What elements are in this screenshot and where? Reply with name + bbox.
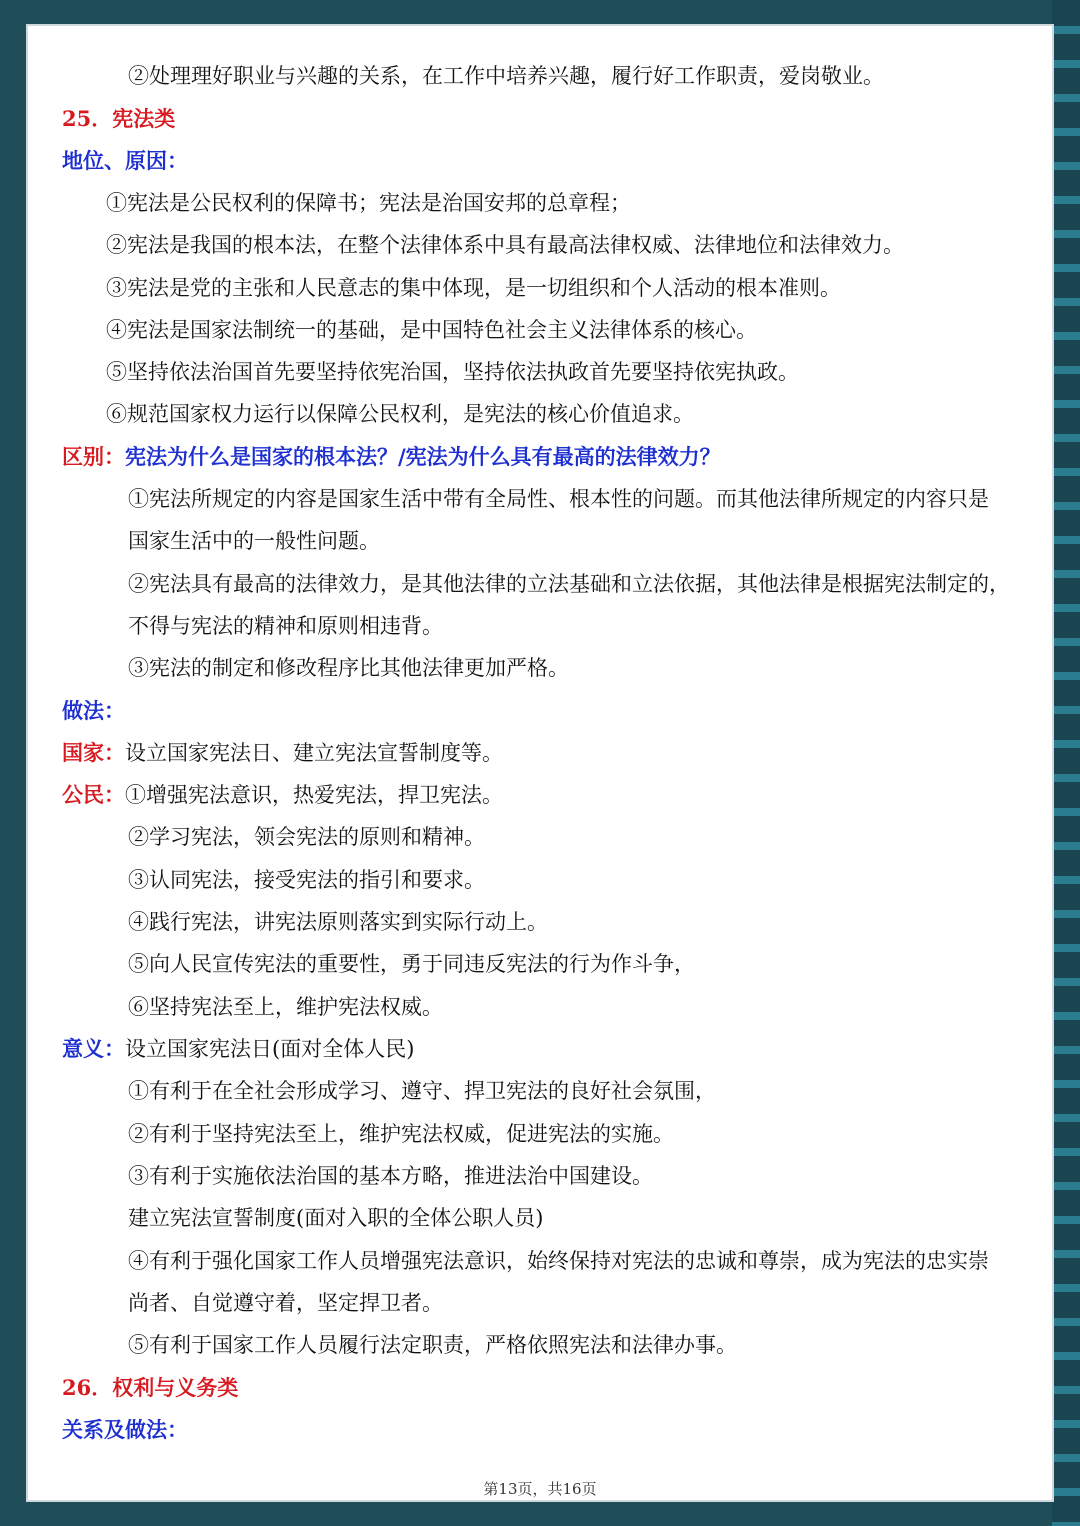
text-line (128, 612, 443, 640)
line-text: 国家生活中的一般性问题。 (128, 529, 380, 553)
subheading (62, 147, 188, 175)
text-line (128, 527, 380, 555)
line-text: 设立国家宪法日、建立宪法宣誓制度等。 (125, 741, 503, 765)
line-text: ②有利于坚持宪法至上，维护宪法权威，促进宪法的实施。 (128, 1122, 674, 1146)
line-text: ①宪法所规定的内容是国家生活中带有全局性、根本性的问题。而其他法律所规定的内容只是 (128, 487, 989, 511)
line-text: 建立宪法宣誓制度(面对入职的全体公职人员) (128, 1206, 544, 1230)
line-text: ②学习宪法，领会宪法的原则和精神。 (128, 825, 485, 849)
text-line (128, 1120, 674, 1148)
text-line (128, 1162, 653, 1190)
section-title: 26．权利与义务类 (62, 1375, 239, 1400)
line-text: ③认同宪法，接受宪法的指引和要求。 (128, 868, 485, 892)
subheading (62, 443, 721, 471)
frame-left (0, 0, 28, 1526)
subheading-label: 做法： (62, 698, 125, 723)
text-line (128, 654, 569, 682)
text-line (128, 866, 485, 894)
line-text: ④践行宪法，讲宪法原则落实到实际行动上。 (128, 910, 548, 934)
line-text: ⑤坚持依法治国首先要坚持依宪治国，坚持依法执政首先要坚持依宪执政。 (106, 360, 799, 384)
text-line (128, 1204, 543, 1232)
labeled-line (62, 781, 503, 809)
frame-right (1052, 0, 1080, 1526)
page-footer: 第13页，共16页 (483, 1480, 597, 1498)
line-text: ⑥坚持宪法至上，维护宪法权威。 (128, 995, 443, 1019)
subheading (62, 697, 125, 725)
text-line (128, 1331, 737, 1359)
line-text: ①增强宪法意识，热爱宪法，捍卫宪法。 (125, 783, 503, 807)
subheading-label: 关系及做法： (62, 1417, 188, 1442)
line-text: ③有利于实施依法治国的基本方略，推进法治中国建设。 (128, 1164, 653, 1188)
text-line (106, 189, 631, 217)
text-line (128, 1077, 716, 1105)
line-text: 设立国家宪法日(面对全体人民) (125, 1037, 415, 1061)
section-heading (62, 1374, 238, 1402)
line-text: ③宪法是党的主张和人民意志的集中体现，是一切组织和个人活动的根本准则。 (106, 276, 841, 300)
text-line (106, 274, 841, 302)
text-line (128, 570, 1010, 598)
frame-top (0, 0, 1080, 24)
text-line (128, 1289, 443, 1317)
line-text: ⑤有利于国家工作人员履行法定职责，严格依照宪法和法律办事。 (128, 1333, 737, 1357)
line-text: 不得与宪法的精神和原则相违背。 (128, 614, 443, 638)
subheading-question: 宪法为什么是国家的根本法？/宪法为什么具有最高的法律效力？ (125, 444, 721, 469)
text-line (128, 62, 884, 90)
text-line (106, 316, 757, 344)
subheading-label: 地位、原因： (62, 148, 188, 173)
line-text: ①有利于在全社会形成学习、遵守、捍卫宪法的良好社会氛围， (128, 1079, 716, 1103)
text-line (106, 400, 694, 428)
line-text: ②处理理好职业与兴趣的关系，在工作中培养兴趣，履行好工作职责，爱岗敬业。 (128, 64, 884, 88)
labeled-line (62, 1035, 414, 1063)
line-text: ③宪法的制定和修改程序比其他法律更加严格。 (128, 656, 569, 680)
line-text: ④有利于强化国家工作人员增强宪法意识，始终保持对宪法的忠诚和尊崇，成为宪法的忠实崇 (128, 1249, 989, 1273)
line-label: 国家： (62, 740, 125, 765)
line-label: 意义： (62, 1036, 125, 1061)
text-line (128, 485, 989, 513)
text-line (106, 231, 904, 259)
text-line (128, 993, 443, 1021)
text-line (128, 1247, 989, 1275)
section-heading (62, 105, 175, 133)
line-text: 尚者、自觉遵守着，坚定捍卫者。 (128, 1291, 443, 1315)
line-text: ②宪法具有最高的法律效力，是其他法律的立法基础和立法依据，其他法律是根据宪法制定的， (128, 572, 1010, 596)
line-text: ⑤向人民宣传宪法的重要性，勇于同违反宪法的行为作斗争， (128, 952, 695, 976)
line-text: ④宪法是国家法制统一的基础，是中国特色社会主义法律体系的核心。 (106, 318, 757, 342)
line-text: ⑥规范国家权力运行以保障公民权利，是宪法的核心价值追求。 (106, 402, 694, 426)
text-line (128, 823, 485, 851)
document-page (28, 26, 1052, 1500)
line-text: ①宪法是公民权利的保障书；宪法是治国安邦的总章程； (106, 191, 631, 215)
section-title: 25．宪法类 (62, 106, 176, 131)
subheading-label: 区别： (62, 444, 125, 469)
text-line (128, 950, 695, 978)
line-label: 公民： (62, 782, 125, 807)
subheading (62, 1416, 188, 1444)
frame-bottom (0, 1502, 1080, 1526)
text-line (106, 358, 799, 386)
labeled-line (62, 739, 503, 767)
text-line (128, 908, 548, 936)
line-text: ②宪法是我国的根本法，在整个法律体系中具有最高法律权威、法律地位和法律效力。 (106, 233, 904, 257)
